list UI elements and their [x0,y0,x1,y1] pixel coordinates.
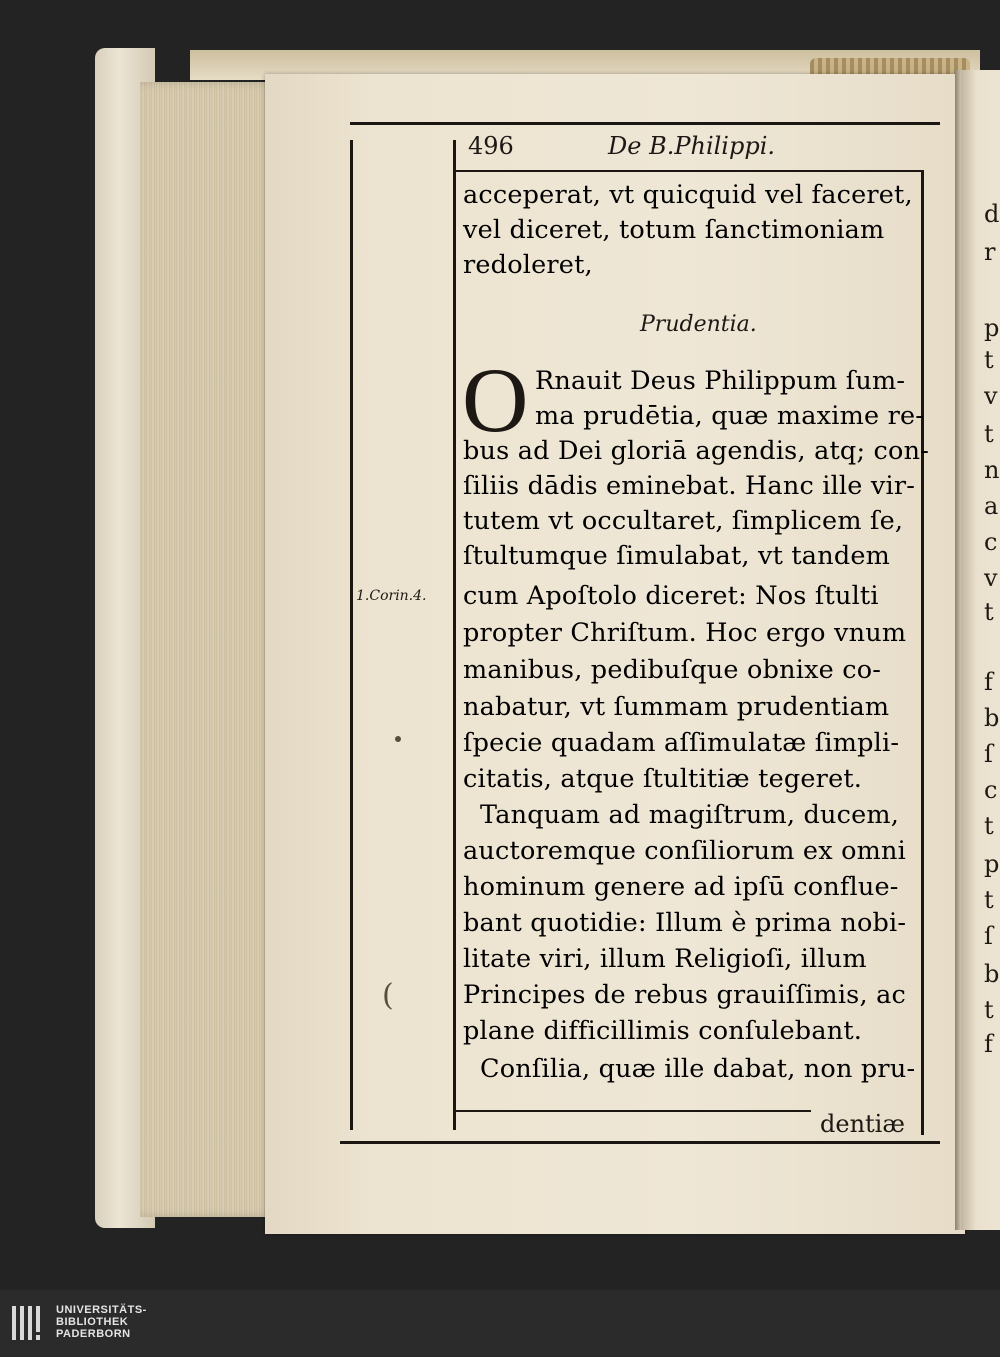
facing-letter: f [984,1030,993,1058]
drop-cap: O [462,349,529,451]
facing-letter: t [984,812,994,840]
frame-right-rule [921,170,924,1135]
running-title: De B.Philippi. [608,132,776,160]
facing-letter: b [984,960,1000,988]
library-logo-icon [12,1306,48,1340]
ink-mark [395,736,401,742]
library-name [56,1304,147,1340]
facing-letter: n [984,456,1000,484]
library-line-2: BIBLIOTHEK [56,1316,129,1328]
text-line: ſtultumque ſimulabat, vt tandem [463,541,891,571]
catchword: dentiæ [820,1110,905,1138]
text-line: auctoremque conſiliorum ex omni [463,836,907,866]
text-line: acceperat, vt quicquid vel faceret, [463,180,913,210]
margin-note: 1.Corin.4. [356,588,427,604]
text-line: plane difficillimis conſulebant. [463,1016,863,1046]
facing-letter: p [984,314,1000,342]
text-line: ſiliis dādis eminebat. Hanc ille vir- [463,471,916,501]
gutter [955,70,961,1230]
facing-letter: ſ [984,740,993,768]
text-line: manibus, pedibuſque obnixe co- [463,655,882,685]
facing-letter: t [984,598,994,626]
facing-letter: t [984,346,994,374]
facing-letter: v [984,382,998,410]
text-line: Conſilia, quæ ille dabat, non pru- [480,1054,916,1084]
text-line: redoleret, [463,250,593,280]
library-line-3: PADERBORN [56,1328,131,1340]
library-footer [0,1290,1000,1357]
text-line: cum Apoſtolo diceret: Nos ſtulti [463,581,879,611]
facing-letter: r [984,238,996,266]
facing-letter: ſ [984,922,993,950]
text-line: propter Chriſtum. Hoc ergo vnum [463,618,907,648]
facing-letter: f [984,668,993,696]
facing-letter: c [984,528,998,556]
facing-letter: v [984,564,998,592]
text-bottom-rule [456,1110,811,1112]
facing-letter: c [984,776,998,804]
text-line: Rnauit Deus Philippum ſum- [535,366,906,396]
text-line: citatis, atque ſtultitiæ tegeret. [463,764,863,794]
text-line: hominum genere ad ipſū conflue- [463,872,899,902]
text-line: litate viri, illum Religioſi, illum [463,944,867,974]
frame-left-rule [350,140,353,1130]
text-line: Tanquam ad magiſtrum, ducem, [480,800,900,830]
text-line: tutem vt occultaret, ſimplicem ſe, [463,506,904,536]
facing-letter: t [984,420,994,448]
text-line: ſpecie quadam aſſimulatæ ſimpli- [463,728,900,758]
page-fore-edge [140,82,275,1217]
text-line: bus ad Dei gloriā agendis, atq; con- [463,436,930,466]
facing-letter: a [984,492,999,520]
page-number: 496 [468,132,514,160]
facing-letter: d [984,200,1000,228]
frame-bottom-rule [340,1141,940,1144]
text-line: vel diceret, totum ſanctimoniam [463,215,885,245]
pencil-mark: ( [382,978,394,1013]
facing-letter: b [984,704,1000,732]
text-line: Principes de rebus grauiſſimis, ac [463,980,906,1010]
text-line: bant quotidie: Illum è prima nobi- [463,908,907,938]
header-rule [456,170,922,172]
facing-letter: t [984,996,994,1024]
library-line-1: UNIVERSITÄTS- [56,1304,147,1316]
text-line: ma prudētia, quæ maxime re- [535,401,925,431]
running-head [468,132,918,166]
facing-letter: p [984,850,1000,878]
facing-letter: t [984,886,994,914]
section-heading: Prudentia. [640,312,757,337]
frame-top-rule [350,122,940,125]
margin-divider-rule [453,140,456,1130]
text-line: nabatur, vt ſummam prudentiam [463,692,890,722]
